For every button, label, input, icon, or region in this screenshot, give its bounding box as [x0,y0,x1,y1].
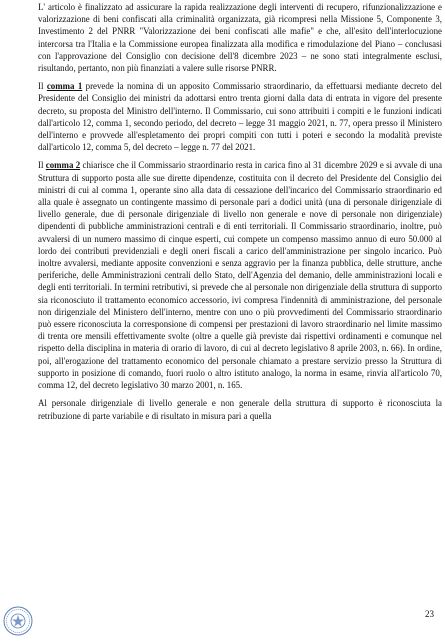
paragraph-text: prevede la nomina di un apposito Commissario straordinario, da effettuarsi mediante decreto del Presidente del Consiglio dei ministri da adottarsi entro trenta giorni dalla data di entrata in vigore del presente decreto, su proposta del Ministro dell'interno. Il Commissario, cui sono attribuiti i compiti e le funzioni indicati dall'articolo 12, comma 1, secondo periodo, del decreto – legge 31 maggio 2021, n. 77, opera presso il Ministero dell'interno e provvede all'espletamento dei propri compiti con tutti i poteri e secondo la modalità previste dall'articolo 12, comma 5, del decreto – legge n. 77 del 2021. [38,81,442,153]
comma-reference: comma 1 [46,81,83,92]
document-body [38,1,442,428]
comma-reference: comma 2 [45,160,81,171]
paragraph-text: chiarisce che il Commissario straordinario resta in carica fino al 31 dicembre 2029 e si avvale di una Struttura di supporto posta alle sue dirette dipendenze, costituita con il decreto del Presidente del Consiglio dei ministri di cui al comma 1, operante sino alla data di cessazione dell'incarico del Commissario straordinario ed alla quale è assegnato un contingente massimo di personale pari a dodici unità (una di personale dirigenziale di livello generale, due di personale dirigenziale di livello non generale e nove di personale non dirigenziale) dipendenti di pubbliche amministrazioni centrali e di enti territoriali. Il Commissario straordinario, inoltre, può avvalersi di un numero massimo di cinque esperti, cui compete un compenso massimo annuo di euro 50.000 al lordo dei contributi previdenziali e degli oneri fiscali a carico dell'amministrazione per singolo incarico. Può inoltre avvalersi, mediante apposite convenzioni e senza aggravio per la finanza pubblica, delle strutture, anche periferiche, delle Amministrazioni centrali dello Stato, dell'Agenzia del demanio, delle amministrazioni locali e degli enti territoriali. In termini retributivi, si prevede che al personale non dirigenziale della struttura di supporto sia riconosciuto il trattamento economico accessorio, ivi compresa l'indennità di amministrazione, del personale non dirigenziale del Ministero dell'interno, mentre con uno o più provvedimenti del Commissario straordinario può essere riconosciuta la corresponsione di compensi per prestazioni di lavoro straordinario nel limite massimo di trenta ore mensili effettivamente svolte (oltre a quelle già previste dai rispettivi ordinamenti e comunque nel rispetto della disciplina in materia di orario di lavoro, di cui al decreto legislativo 8 aprile 2003, n. 66). In ordine, poi, all'erogazione del trattamento economico del personale chiamato a prestare servizio presso la Struttura di supporto in posizione di comando, fuori ruolo o altro istituto analogo, la norma in esame, rinvia all'articolo 70, comma 12, del decreto legislativo 30 marzo 2001, n. 165. [38,160,443,391]
paragraph-intro [38,1,442,74]
paragraph-text: L' articolo è finalizzato ad assicurare la rapida realizzazione degli interventi di recupero, rifunzionalizzazione e valorizzazione di beni confiscati alla criminalità organizzata, già ricompresi nella Missione 5, Componente 3, Investimento 2 del PNRR "Valorizzazione dei beni confiscati alle mafie" e che, all'esito dell'interlocuzione intercorsa tra l'Italia e la Commissione europea finalizzata alla modifica e rimodulazione del Piano – conclusasi con l'approvazione del Consiglio con decisione dell'8 dicembre 2023 – ne sono stati integralmente esclusi, risultando, pertanto, non più finanziati a valere sulle risorse PNRR. [38,2,442,74]
paragraph-comma-2 [38,159,442,391]
paragraph-comma-1 [38,80,442,153]
paragraph-lead: Il [38,160,46,171]
page-number: 23 [425,609,434,619]
paragraph-text: Al personale dirigenziale di livello generale e non generale della struttura di supporto è riconosciuta la retribuzione di parte variabile e di risultato in misura pari a quella [38,398,442,421]
seal-icon [3,606,33,636]
paragraph-lead: Il [38,81,47,92]
paragraph-personale [38,397,442,421]
